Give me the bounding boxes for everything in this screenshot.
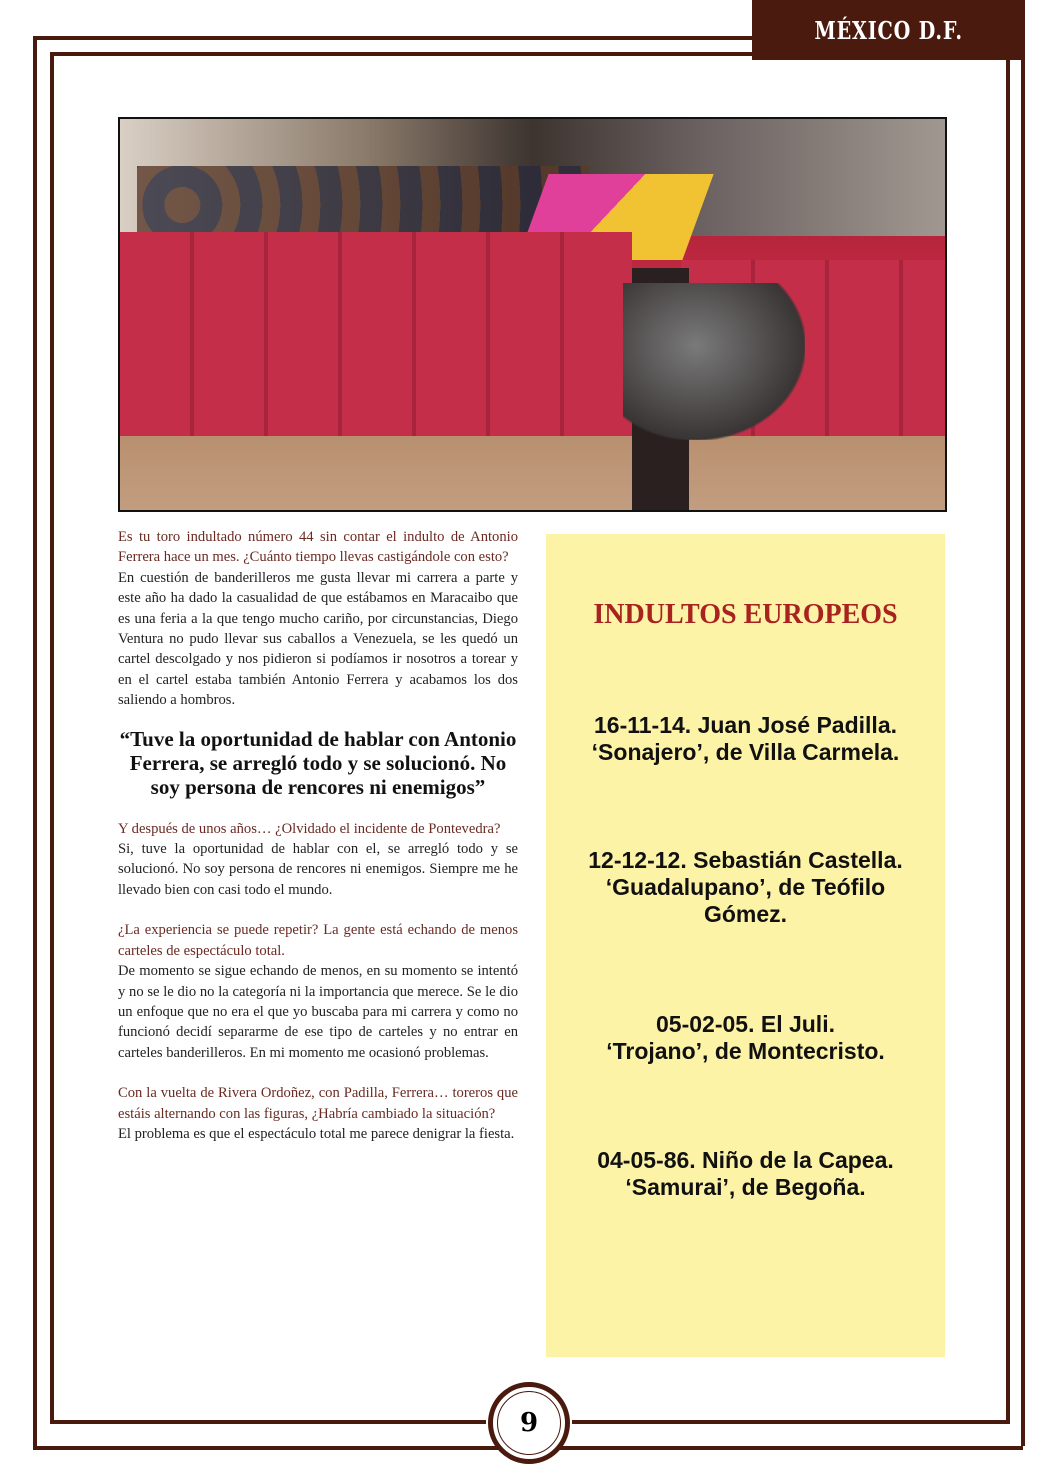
- entry-date-torero: 05-02-05. El Juli.: [656, 1011, 835, 1037]
- sidebar-entry: [546, 847, 945, 928]
- question: Es tu toro indultado número 44 sin contar el indulto de Antonio Ferrera hace un mes. ¿Cuánto tiempo llevas castigándole con esto?: [118, 529, 518, 566]
- sidebar-entry: [546, 712, 945, 766]
- sidebar-title: INDULTOS EUROPEOS: [593, 599, 898, 630]
- question: ¿La experiencia se puede repetir? La gente está echando de menos carteles de espectáculo total.: [118, 922, 518, 959]
- pull-quote: “Tuve la oportunidad de hablar con Antonio Ferrera, se arregló todo y se solucionó. No soy persona de rencores ni enemigos”: [119, 726, 517, 799]
- answer: De momento se sigue echando de menos, en su momento se intentó y no se le dio no la categoría ni la importancia que merece. Se le dio un enfoque que no era el que yo buscaba para mi carrera y como no funcionó decidí separarme de ese tipo de carteles y no entrar en carteles banderilleros. En mi momento me ocasionó problemas.: [118, 963, 518, 1061]
- bullfight-photo: [118, 117, 947, 512]
- entry-date-torero: 16-11-14. Juan José Padilla.: [594, 712, 897, 738]
- answer: El problema es que el espectáculo total me parece denigrar la fiesta.: [118, 1125, 515, 1142]
- entry-bull: ‘Guadalupano’, de Teófilo Gómez.: [605, 874, 886, 927]
- outer-frame-right: [1021, 60, 1025, 1446]
- entry-date-torero: 04-05-86. Niño de la Capea.: [597, 1147, 894, 1173]
- section-title: MÉXICO D.F.: [814, 15, 963, 45]
- answer: Si, tuve la oportunidad de hablar con el, se arregló todo y se solucionó. No soy persona de rencores ni enemigos. Siempre me he llevado bien con casi todo el mundo.: [118, 841, 518, 898]
- entry-bull: ‘Trojano’, de Montecristo.: [606, 1038, 885, 1064]
- entry-date-torero: 12-12-12. Sebastián Castella.: [588, 847, 903, 873]
- answer: En cuestión de banderilleros me gusta llevar mi carrera a parte y este año ha dado la casualidad de que estábamos en Maracaibo que es una feria a la que tengo mucho cariño, por circunstancias, Diego Ventura no pudo llevar sus caballos a Venezuela, se les quedó un cartel descolgado y nos pidieron si podíamos ir nosotros a torear y en el cartel estaba también Antonio Ferrera y acabamos los dos saliendo a hombros.: [118, 569, 518, 709]
- entry-bull: ‘Samurai’, de Begoña.: [625, 1174, 866, 1200]
- indultos-sidebar: [546, 534, 945, 1357]
- page-number-badge: [488, 1382, 570, 1464]
- sidebar-entry: [546, 1147, 945, 1201]
- sidebar-entry: [546, 1011, 945, 1065]
- page-number: 9: [519, 1408, 539, 1438]
- question: Con la vuelta de Rivera Ordoñez, con Padilla, Ferrera… toreros que estáis alternando con las figuras, ¿Habría cambiado la situación?: [118, 1085, 518, 1122]
- entry-bull: ‘Sonajero’, de Villa Carmela.: [591, 739, 900, 765]
- article-column: [118, 527, 518, 1144]
- question: Y después de unos años… ¿Olvidado el incidente de Pontevedra?: [118, 820, 501, 837]
- section-header: [752, 0, 1025, 60]
